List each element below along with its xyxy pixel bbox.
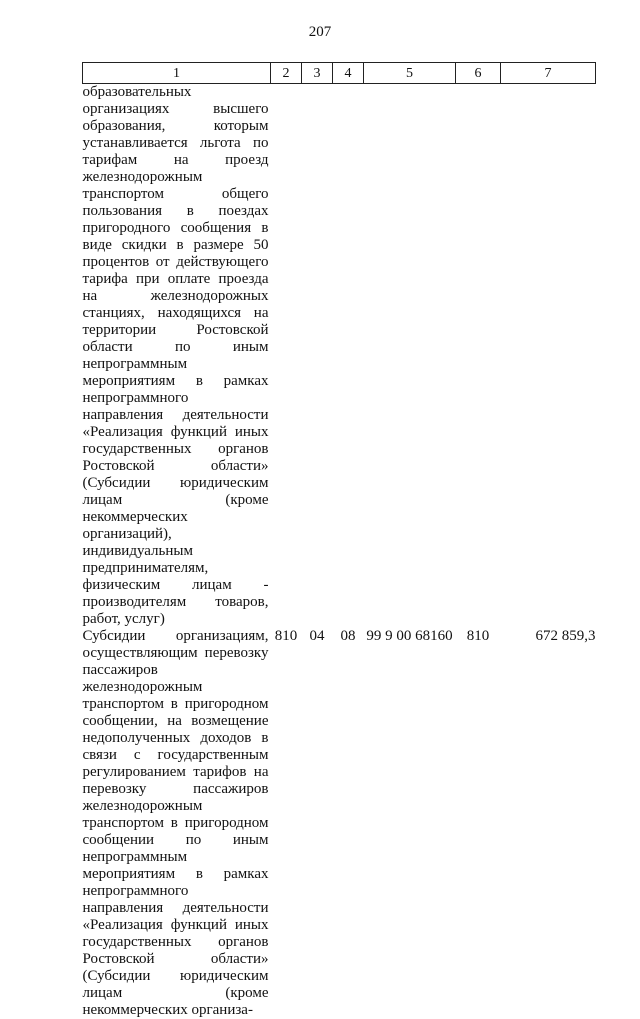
column-header-3: 3 — [302, 63, 333, 84]
cell-expense-type — [456, 84, 501, 629]
column-header-6: 6 — [456, 63, 501, 84]
column-header-2: 2 — [271, 63, 302, 84]
table-header-row — [83, 63, 596, 84]
row-description: Субсидии организациям, осуществляющим перевозку пассажиров железнодорожным транспортом в пригородном сообщении, на возмещение недополученных доходов в связи с государственным регулированием тарифов на перевозку пассажиров железнодорожным транспортом в пригородном сообщении по иным непрограммным мероприятиям в рамках непрограммного направления деятельности «Реализация функций иных государственных органов Ростовской области» (Субсидии юридическим лицам (кроме некоммерческих организа- — [82, 628, 269, 1018]
column-header-4: 4 — [333, 63, 364, 84]
cell-section — [302, 84, 333, 629]
cell-subsection: 08 — [340, 628, 356, 644]
page-number: 207 — [308, 24, 332, 40]
column-header-5: 5 — [364, 63, 456, 84]
table-row — [83, 84, 596, 629]
row-description: образовательных организациях высшего образования, которым устанавливается льгота по тарифам на проезд железнодорожным транспортом общего пользования в поездах пригородного сообщения в виде скидки в размере 50 процентов от действующего тарифа при оплате проезда на железнодорожных станциях, находящихся на территории Ростовской области по иным непрограммным мероприятиям в рамках непрограммного направления деятельности «Реализация функций иных государственных органов Ростовской области» (Субсидии юридическим лицам (кроме некоммерческих организаций), индивидуальным предпринимателям, физическим лицам - производителям товаров, работ, услуг) — [82, 84, 269, 627]
cell-subsection — [333, 84, 364, 629]
cell-expense-type: 810 — [466, 628, 490, 644]
cell-ministry: 810 — [274, 628, 298, 644]
cell-ministry — [271, 84, 302, 629]
cell-amount — [501, 84, 596, 629]
table-row — [83, 628, 596, 1019]
cell-target-article: 99 9 00 68160 — [366, 628, 453, 644]
column-header-1: 1 — [83, 63, 271, 84]
budget-table — [82, 62, 596, 1019]
cell-target-article — [364, 84, 456, 629]
cell-section: 04 — [309, 628, 325, 644]
cell-amount: 672 859,3 — [535, 628, 596, 644]
column-header-7: 7 — [501, 63, 596, 84]
